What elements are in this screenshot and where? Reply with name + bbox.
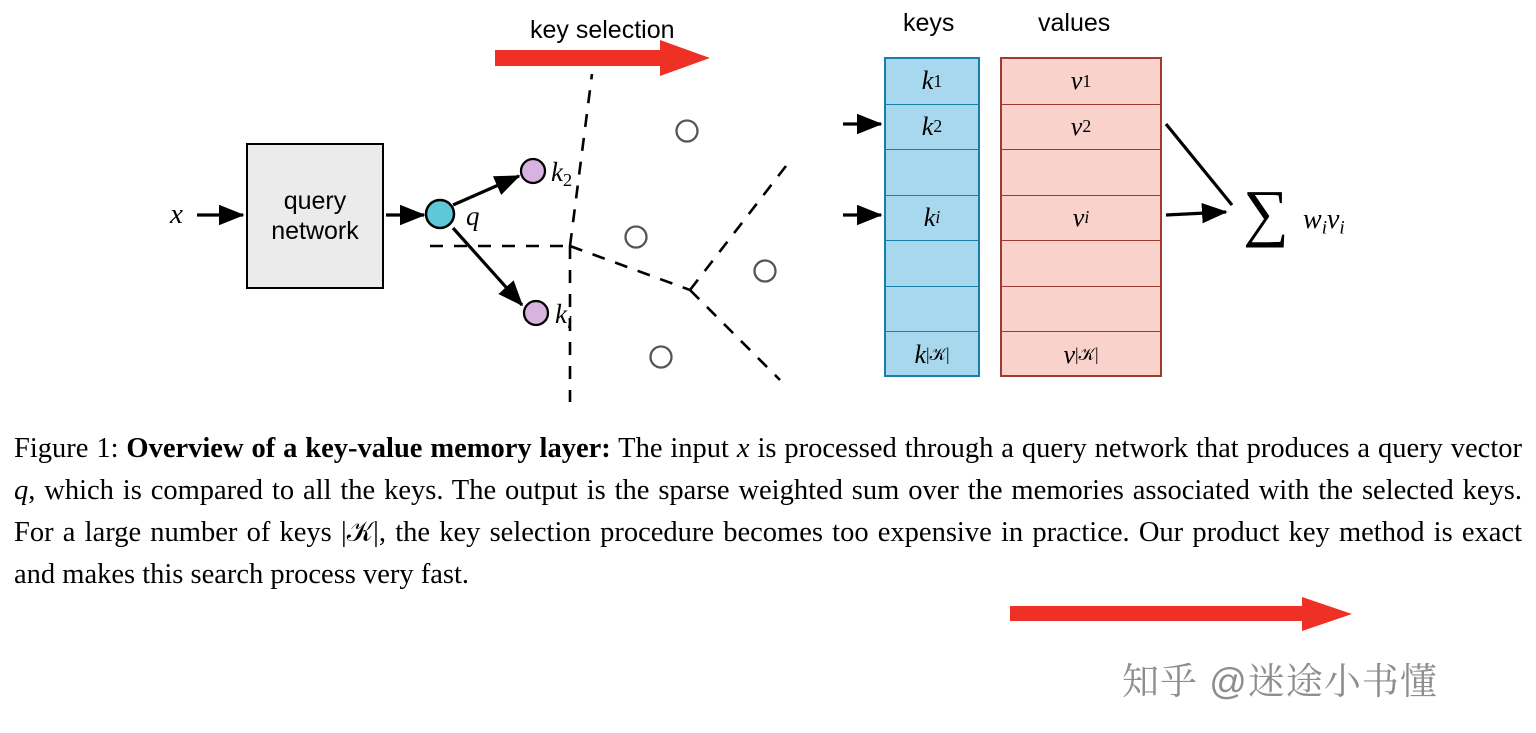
key-cell [886,332,978,378]
value-cell-base: v [1070,66,1083,96]
value-cell-sub: 2 [1082,116,1092,137]
key-cell [886,150,978,196]
unselected-key-node [755,261,776,282]
key-cell [886,241,978,287]
key-cell-sub: |𝒦| [926,344,950,365]
values-column [1000,57,1162,377]
input-label-x: x [170,198,183,230]
value-cell-base: v [1063,339,1076,369]
value-cell [1002,150,1160,196]
unselected-key-node [626,227,647,248]
caption-math-x: x [736,433,750,464]
selected-key-label-ki [555,299,572,333]
key-cell-base: k [921,111,934,141]
value-cell-sub: i [1084,207,1090,228]
arrow-q-to-ki [453,228,522,305]
unselected-key-node [651,347,672,368]
query-vector-node [426,200,454,228]
caption-text-1: The input [610,433,737,464]
key-cell [886,287,978,333]
voronoi-partition [430,74,786,402]
key-cell [886,196,978,242]
query-vector-label-q: q [466,201,480,231]
caption-figure-number: Figure 1: [14,433,119,464]
arrow-value-i-to-sum [1166,212,1226,215]
key-cell-sub: i [935,207,941,228]
selected-key-sub: 2 [562,170,573,191]
weight-symbol: w [1303,204,1322,235]
arrow-value-2-to-sum [1166,124,1232,205]
key-cell-sub: 1 [933,70,943,91]
caption-bold-title: Overview of a key-value memory layer: [126,433,611,464]
caption-text-4: , the key selection procedure becomes too expensive in practice. Our product key method is exact and makes this search process very fast. [14,516,1523,590]
query-network-label-line2: network [271,217,359,245]
value-subscript: i [1339,217,1345,239]
keys-column [884,57,980,377]
query-network-label-line1: query [283,186,347,215]
values-column-title: values [1038,9,1111,37]
summation-symbol: ∑ [1243,177,1289,248]
selected-key-sub: i [566,312,573,333]
figure-caption [14,428,1522,596]
selected-key-base: k [555,299,567,329]
watermark-text: 知乎 @迷途小书懂 [1122,661,1438,702]
caption-text-2: is processed through a query network that produces a query vector [749,433,1522,464]
value-cell [1002,196,1160,242]
value-symbol: v [1326,204,1340,235]
weighted-sum-expression [1303,204,1345,239]
key-cell-base: k [914,339,927,369]
value-cell [1002,287,1160,333]
key-cell-sub: 2 [933,116,943,137]
selected-key-node-ki [524,301,548,325]
caption-math-q: q [14,474,29,506]
selected-key-node-k2 [521,159,545,183]
value-cell-sub: |𝒦| [1075,344,1099,365]
unselected-key-node [677,121,698,142]
value-cell-base: v [1072,202,1085,232]
value-cell-base: v [1070,111,1083,141]
selected-key-base: k [551,157,563,187]
key-selection-title: key selection [530,16,675,44]
value-cell [1002,105,1160,151]
selected-key-label-k2 [551,157,572,191]
caption-text-3: , which is compared to all the keys. The output is the sparse weighted sum over the memories associated with the selected keys. For a large number of keys [14,474,1522,548]
keys-column-title: keys [903,9,955,37]
key-selection-arrow [495,40,710,76]
value-cell [1002,332,1160,378]
caption-math-k: |𝒦| [340,516,379,548]
caption-red-arrow [1010,594,1360,634]
key-cell-base: k [923,202,936,232]
query-network-box [246,143,384,289]
value-cell [1002,59,1160,105]
key-cell [886,105,978,151]
weight-subscript: i [1321,217,1327,239]
key-cell-base: k [921,66,934,96]
key-cell [886,59,978,105]
arrow-q-to-k2 [453,176,519,205]
value-cell-sub: 1 [1082,70,1092,91]
value-cell [1002,241,1160,287]
